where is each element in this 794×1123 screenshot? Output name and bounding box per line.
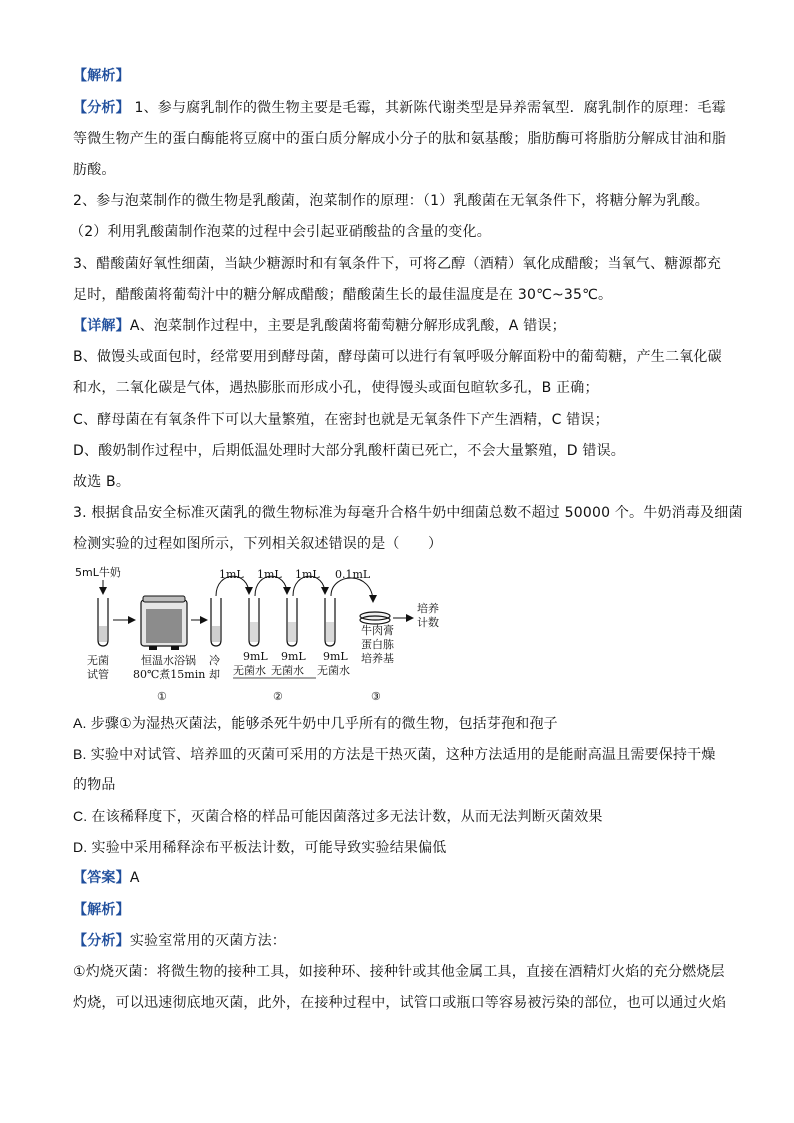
conclusion-line: 故选 B。	[73, 474, 131, 490]
step-3-label: ③	[371, 690, 381, 703]
water-label-2: 无菌水	[271, 664, 304, 677]
paragraph-line: C、酵母菌在有氧条件下可以大量繁殖，在密封也就是无氧条件下产生酒精，C 错误；	[73, 412, 609, 428]
option-b-line2: 的物品	[73, 777, 116, 793]
detail-text: A、泡菜制作过程中，主要是乳酸菌将葡萄糖分解形成乳酸，A 错误；	[129, 318, 566, 334]
analysis-tag: 【分析】	[73, 933, 130, 949]
dilution-tube-2	[287, 598, 297, 646]
dilution-tube-1	[249, 598, 259, 646]
tube-label-line1: 无菌	[87, 654, 109, 667]
medium-label-line1: 牛肉膏	[361, 624, 394, 637]
paragraph-line: 和水，二氧化碳是气体，遇热膨胀而形成小孔，使得馒头或面包暄软多孔，B 正确；	[73, 380, 599, 396]
tube-label-line2: 试管	[87, 668, 109, 681]
paragraph-line: D、酸奶制作过程中，后期低温处理时大部分乳酸杆菌已死亡，不会大量繁殖，D 错误。	[73, 443, 626, 459]
answer-value: A	[129, 870, 140, 886]
analysis-paragraph-line	[73, 931, 723, 951]
culture-label-line2: 计数	[417, 616, 439, 629]
paragraph-line: ①灼烧灭菌：将微生物的接种工具，如接种环、接种针或其他金属工具，直接在酒精灯火焰的充分燃烧层	[73, 964, 725, 980]
analysis-text: 1、参与腐乳制作的微生物主要是毛霉，其新陈代谢类型是异养需氧型．腐乳制作的原理：毛霉	[129, 100, 726, 116]
paragraph-line: 足时，醋酸菌将葡萄汁中的糖分解成醋酸；醋酸菌生长的最佳温度是在 30℃~35℃。	[73, 287, 613, 303]
answer-line	[73, 868, 723, 888]
paragraph-line: （2）利用乳酸菌制作泡菜的过程中会引起亚硝酸盐的含量的变化。	[70, 224, 491, 240]
water-label-3: 无菌水	[317, 664, 350, 677]
section-jiexi-heading: 【解析】	[73, 902, 130, 918]
cool-label-line2: 却	[209, 668, 220, 681]
question-stem-line: 检测实验的过程如图所示，下列相关叙述错误的是（ ）	[73, 536, 443, 552]
option-d: D. 实验中采用稀释涂布平板法计数，可能导致实验结果偏低	[73, 839, 447, 855]
analysis-paragraph-line: 肪酸。	[73, 162, 116, 178]
transfer-volume-2: 1mL	[257, 568, 282, 581]
medium-label-line3: 培养基	[361, 652, 394, 665]
step-1-label: ①	[157, 690, 167, 703]
paragraph-line: 2、参与泡菜制作的微生物是乳酸菌，泡菜制作的原理：（1）乳酸菌在无氧条件下，将糖分解为乳酸。	[73, 193, 710, 209]
medium-label-line2: 蛋白胨	[361, 638, 394, 651]
question-stem-line: 3. 根据食品安全标准灭菌乳的微生物标准为每毫升合格牛奶中细菌总数不超过 50000 个。牛奶消毒及细菌	[73, 505, 743, 521]
cooled-tube	[211, 598, 221, 646]
water-label-1: 无菌水	[233, 664, 266, 677]
transfer-arc-4	[331, 578, 373, 602]
answer-tag: 【答案】	[73, 870, 130, 886]
analysis-tag: 【分析】	[73, 100, 130, 116]
cool-label-line1: 冷	[209, 654, 220, 667]
water-volume-2: 9mL	[281, 650, 306, 663]
water-bath-icon	[141, 596, 187, 650]
water-volume-3: 9mL	[323, 650, 348, 663]
paragraph-line: 灼烧，可以迅速彻底地灭菌，此外，在接种过程中，试管口或瓶口等容易被污染的部位，也可以通过火焰	[73, 995, 727, 1011]
experiment-diagram	[73, 564, 453, 712]
transfer-volume-3: 1mL	[295, 568, 320, 581]
dilution-tube-3	[325, 598, 335, 646]
transfer-volume-4: 0.1mL	[335, 568, 371, 581]
analysis-text: 实验室常用的灭菌方法：	[129, 933, 287, 949]
section-jiexi-heading: 【解析】	[73, 68, 130, 84]
analysis-paragraph-line	[73, 98, 726, 118]
paragraph-line: B、做馒头或面包时，经常要用到酵母菌，酵母菌可以进行有氧呼吸分解面粉中的葡萄糖，产生二氧化碳	[73, 349, 722, 365]
option-b-line1: B. 实验中对试管、培养皿的灭菌可采用的方法是干热灭菌，这种方法适用的是能耐高温且需要保持干燥	[73, 746, 716, 762]
detail-paragraph-line	[73, 316, 723, 336]
paragraph-line: 3、醋酸菌好氧性细菌，当缺少糖源时和有氧条件下，可将乙醇（酒精）氧化成醋酸；当氧气、糖源都充	[73, 256, 722, 272]
detail-tag: 【详解】	[73, 318, 130, 334]
culture-label-line1: 培养	[417, 602, 439, 615]
water-bath-label: 恒温水浴锅	[141, 654, 196, 667]
option-c: C. 在该稀释度下，灭菌合格的样品可能因菌落过多无法计数，从而无法判断灭菌效果	[73, 808, 603, 824]
analysis-paragraph-line: 等微生物产生的蛋白酶能将豆腐中的蛋白质分解成小分子的肽和氨基酸；脂肪酶可将脂肪分解成甘油和脂	[73, 131, 727, 147]
petri-dish-icon	[360, 612, 390, 624]
water-bath-condition: 80℃煮15min	[133, 668, 206, 681]
step-2-label: ②	[273, 690, 283, 703]
experiment-diagram-svg	[73, 564, 453, 712]
sterile-test-tube	[98, 598, 108, 646]
transfer-volume-1: 1mL	[219, 568, 244, 581]
option-a: A. 步骤①为湿热灭菌法，能够杀死牛奶中几乎所有的微生物，包括芽孢和孢子	[73, 715, 558, 731]
milk-label: 5mL牛奶	[75, 566, 121, 579]
water-volume-1: 9mL	[243, 650, 268, 663]
